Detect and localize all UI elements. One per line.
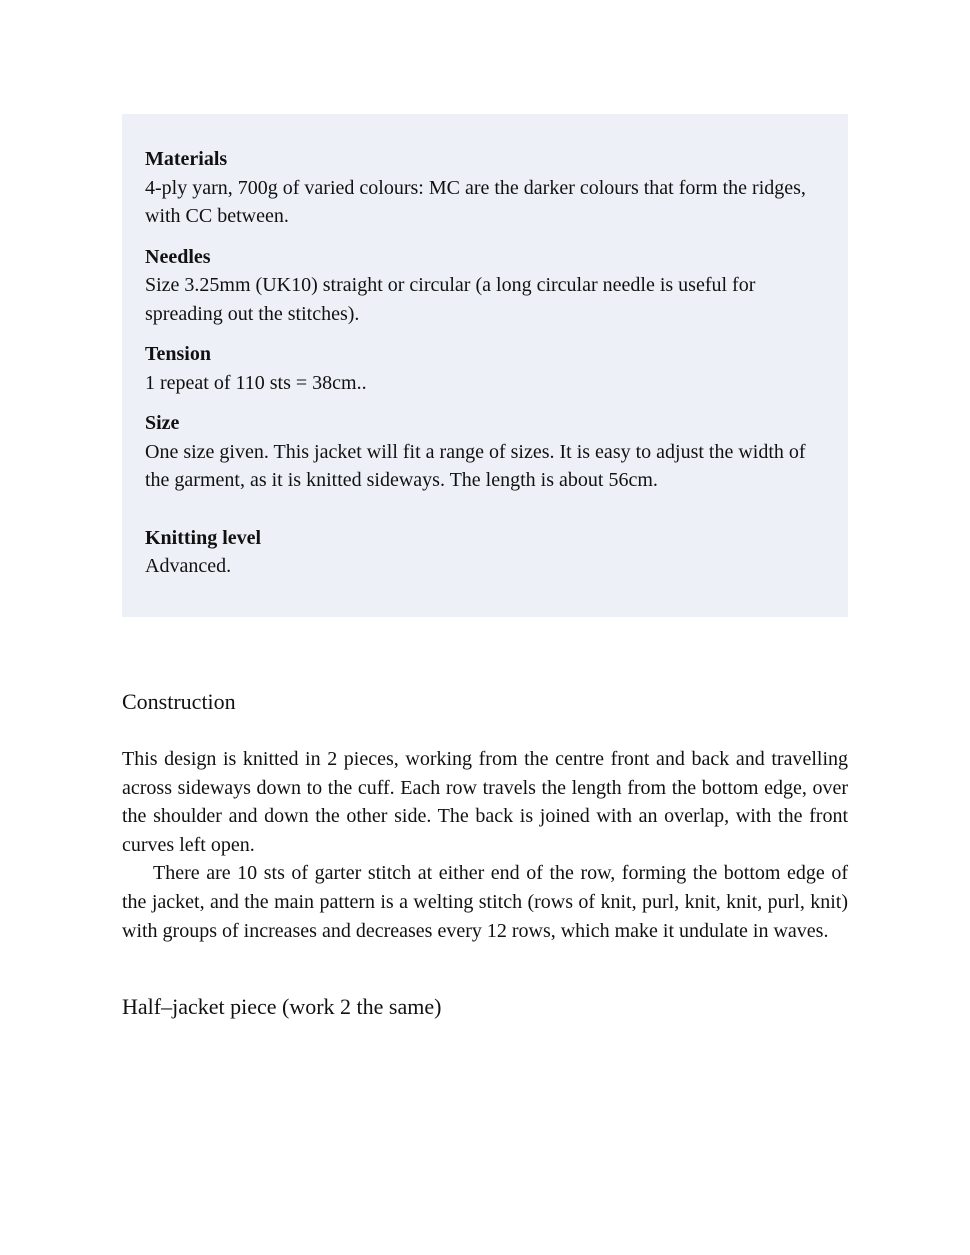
half-jacket-heading: Half–jacket piece (work 2 the same) [122,994,442,1020]
info-section-heading: Needles [145,245,211,268]
construction-paragraph: This design is knitted in 2 pieces, working from the centre front and back and travelling across sideways down to the cuff. Each row travels the length from the bottom edge, over the shoulder and down the other side. The back is joined with an overlap, with the front curves left open. [122,748,848,856]
info-section-knitting-level [145,524,818,581]
info-section-heading: Tension [145,343,211,365]
info-section-body: Size 3.25mm (UK10) straight or circular (a long circular needle is useful for spreading out the stitches). [145,274,756,325]
info-panel [122,114,848,617]
info-section-materials [145,145,818,231]
info-section-heading: Size [145,412,180,434]
info-section-needles [145,243,818,329]
info-section-heading: Materials [145,148,228,170]
info-section-heading: Knitting level [145,526,262,549]
info-section-body: Advanced. [145,555,232,577]
info-section-tension [145,340,818,397]
info-section-body: 1 repeat of 110 sts = 38cm.. [145,371,367,394]
info-section-body: 4-ply yarn, 700g of varied colours: MC are the darker colours that form the ridges, with CC between. [145,176,806,227]
main-content [122,633,848,1022]
info-section-size [145,409,818,495]
construction-heading: Construction [122,689,236,714]
construction-paragraph: There are 10 sts of garter stitch at either end of the row, forming the bottom edge of the jacket, and the main pattern is a welting stitch (rows of knit, purl, knit, knit, purl, knit) with groups of increases and decreases every 12 rows, which make it undulate in waves. [122,862,848,942]
info-section-body: One size given. This jacket will fit a range of sizes. It is easy to adjust the width of the garment, as it is knitted sideways. The length is about 56cm. [145,440,806,491]
